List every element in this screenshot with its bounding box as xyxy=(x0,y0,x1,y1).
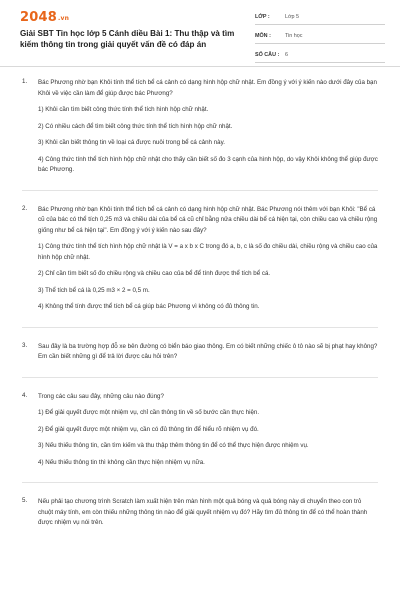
meta-row-count xyxy=(255,48,385,63)
question-text: Bác Phương nhờ bạn Khôi tính thể tích bể cá cảnh có dạng hình hộp chữ nhật. Em đồng ý với ý kiến nào dưới đây của bạn Khôi về việc cần làm để giúp được bác Phương? xyxy=(38,79,377,97)
meta-key-class: LỚP : xyxy=(255,14,270,20)
divider xyxy=(22,190,378,191)
meta-row-class xyxy=(255,10,385,25)
question-number: 5. xyxy=(22,497,28,504)
question-text: Bác Phương nhờ bạn Khôi tính thể tích bể cá cảnh có dạng hình hộp chữ nhật. Bác Phương nói thêm với bạn Khôi: "Bể cá cũ của bác có thể tích 0,25 m3 và chiều dài của bể cá cũ chỉ bằng nửa chiều dài bể cá hiện tại, còn chiều cao và chiều rộng giống như bể cá hiện tại". Em đồng ý với ý kiến nào sau đây? xyxy=(38,205,378,234)
answer-option: 4) Không thể tính được thể tích bể cá giúp bác Phương vì không có đủ thông tin. xyxy=(38,303,260,310)
divider xyxy=(22,482,378,483)
answer-option: 1) Công thức tính thể tích hình hộp chữ nhật là V = a x b x C trong đó a, b, c là số đo chiều dài, chiều rộng và chiều cao của hình hộp chữ nhật. xyxy=(38,243,378,261)
answer-option: 1) Để giải quyết được một nhiệm vụ, chỉ cần thông tin về số bước cần thực hiện. xyxy=(38,409,260,416)
meta-key-subject: MÔN : xyxy=(255,33,271,39)
logo-text: 2048 xyxy=(20,10,57,25)
question-list xyxy=(22,78,378,543)
question-number: 3. xyxy=(22,341,28,349)
answer-option: 2) Để giải quyết được một nhiệm vụ, cần có đủ thông tin để hiểu rõ nhiệm vụ đó. xyxy=(38,425,259,433)
question-text: Nếu phải tạo chương trình Scratch làm xuất hiện trên màn hình một quả bóng và quả bóng này di chuyển theo con trỏ chuột máy tính, em còn thiếu những thông tin nào để giải quyết nhiệm vụ đó? Hãy tìm đủ thông tin để có thể hoàn thành được nhiệm vụ nói trên. xyxy=(38,498,368,526)
answer-option: 4) Công thức tính thể tích hình hộp chữ nhật cho thấy cần biết số đo 3 cạnh của hình hộp, do vậy Khôi không thể giúp được bác Phương. xyxy=(38,155,378,173)
meta-value-count: 6 xyxy=(285,52,288,58)
meta-key-count: SỐ CÂU : xyxy=(255,52,280,58)
answer-option: 3) Khôi cần biết thông tin về loại cá được nuôi trong bể cá cảnh này. xyxy=(38,139,225,146)
divider xyxy=(22,377,378,378)
question-number: 4. xyxy=(22,391,28,399)
question-number: 1. xyxy=(22,78,28,85)
question-4 xyxy=(22,392,378,469)
answer-option: 4) Nếu thiếu thông tin thì không cần thực hiện nhiệm vụ nữa. xyxy=(38,458,205,466)
divider xyxy=(22,327,378,328)
question-5 xyxy=(22,497,378,529)
answer-option: 2) Chỉ cần tìm biết số đo chiều rộng và chiều cao của bể để tính được thể tích bể cá. xyxy=(38,270,271,277)
logo-suffix: .vn xyxy=(57,15,70,22)
question-text: Sau đây là ba trường hợp đỗ xe bên đường có biển báo giao thông. Em có biết những chiếc ô tô nào sẽ bị phạt hay không? Em cần biết những gì để trả lời được câu hỏi trên? xyxy=(38,342,378,360)
answer-option: 3) Nếu thiếu thông tin, cần tìm kiếm và thu thập thêm thông tin để có thể thực hiện được nhiệm vụ. xyxy=(38,442,309,449)
document-header xyxy=(0,0,400,67)
answer-option: 1) Khôi cần tìm biết công thức tính thể tích hình hộp chữ nhật. xyxy=(38,106,209,113)
answer-option: 2) Có nhiều cách để tìm biết công thức tính thể tích hình hộp chữ nhật. xyxy=(38,122,233,130)
question-text: Trong các câu sau đây, những câu nào đúng? xyxy=(38,392,164,400)
question-number: 2. xyxy=(22,204,28,212)
meta-row-subject xyxy=(255,29,385,44)
meta-table xyxy=(255,10,385,67)
site-logo[interactable] xyxy=(20,10,69,25)
question-1 xyxy=(22,78,378,176)
meta-value-subject: Tin học xyxy=(285,33,303,39)
meta-value-class: Lớp 5 xyxy=(285,14,300,20)
question-3 xyxy=(22,342,378,363)
answer-option: 3) Thể tích bể cá là 0,25 m3 × 2 = 0,5 m. xyxy=(38,286,150,294)
document-title: Giải SBT Tin học lớp 5 Cánh diều Bài 1: Thu thập và tìm kiếm thông tin trong giải quyết vấn đề có đáp án xyxy=(20,29,235,49)
question-2 xyxy=(22,205,378,313)
